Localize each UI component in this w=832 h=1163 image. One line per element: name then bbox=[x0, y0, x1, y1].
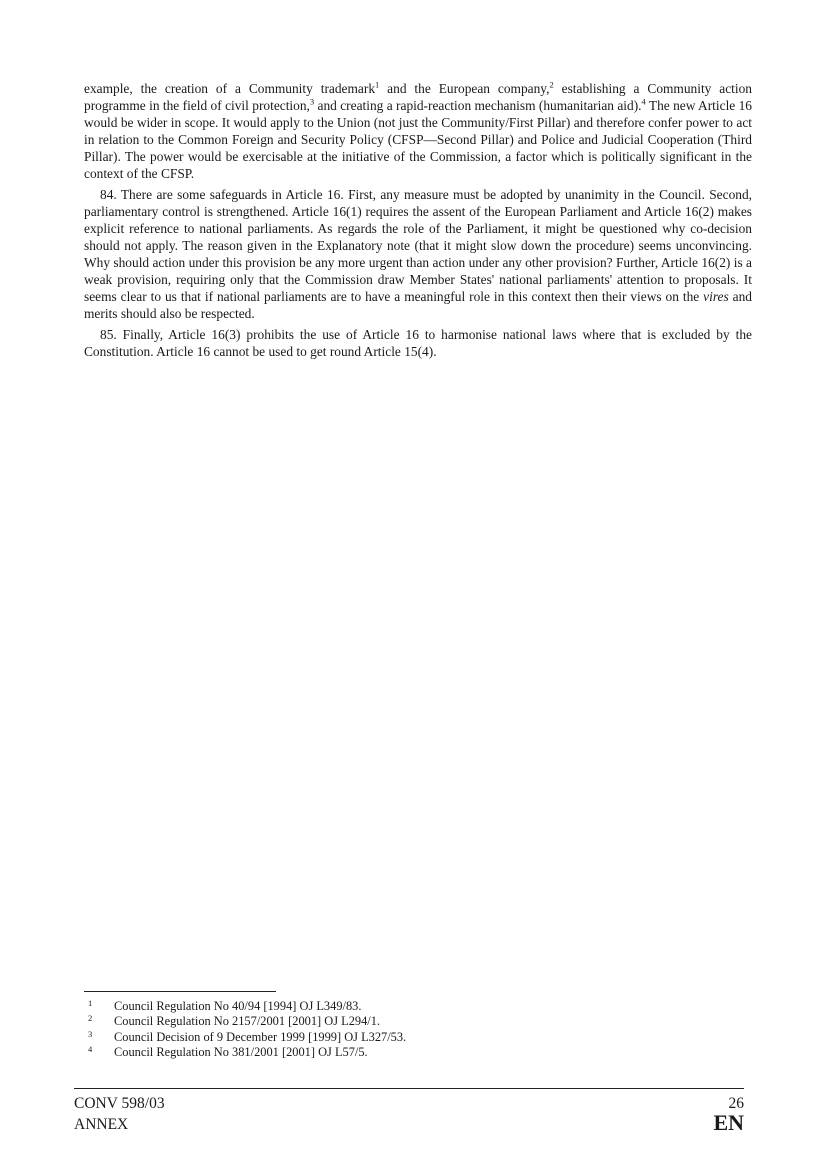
footnote-item bbox=[84, 1030, 752, 1045]
footnote-text: Council Regulation No 2157/2001 [2001] OJ L294/1. bbox=[114, 1014, 381, 1029]
footnote-number: 3 bbox=[88, 1028, 93, 1039]
document-reference: CONV 598/03 bbox=[74, 1095, 165, 1112]
footnote-separator bbox=[84, 991, 276, 992]
paragraph-84 bbox=[84, 186, 752, 322]
footnote-text: Council Decision of 9 December 1999 [1999] OJ L327/53. bbox=[114, 1029, 407, 1044]
paragraph-text: and the European company, bbox=[379, 81, 550, 96]
footnote-text: Council Regulation No 381/2001 [2001] OJ L57/5. bbox=[114, 1044, 368, 1059]
footnote-ref-1: 1 bbox=[375, 79, 380, 90]
footnote-item bbox=[84, 1045, 752, 1060]
paragraph-text: establishing a Community action programme in the field of civil protection, bbox=[84, 81, 752, 113]
paragraph-text: example, the creation of a Community trademark bbox=[84, 81, 376, 96]
paragraph-text: 84. There are some safeguards in Article 16. First, any measure must be adopted by unanimity in the Council. Second, parliamentary control is strengthened. Article 16(1) requires the assent of the European Parliament and Article 16(2) makes explicit reference to national parliaments. As regards the role of the Parliament, it might be questioned why co-decision should not apply. The reason given in the Explanatory note (that it might slow down the procedure) seems unconvincing. Why should action under this provision be any more urgent than action under any other provision? Further, Article 16(2) is a weak provision, requiring only that the Commission draw Member States' national parliaments' attention to proposals. It seems clear to us that if national parliaments are to have a meaningful role in this context then their views on the bbox=[84, 187, 752, 304]
footnote-item bbox=[84, 999, 752, 1014]
paragraph-83-continued bbox=[84, 80, 752, 182]
footer-separator bbox=[74, 1088, 744, 1089]
paragraph-text: and merits should also be respected. bbox=[84, 289, 752, 321]
paragraph-text: and creating a rapid-reaction mechanism (humanitarian aid). bbox=[314, 98, 642, 113]
footnote-text: Council Regulation No 40/94 [1994] OJ L349/83. bbox=[114, 999, 362, 1013]
page-number: 26 bbox=[728, 1095, 744, 1112]
footnote-number: 2 bbox=[88, 1013, 93, 1024]
footnote-ref-4: 4 bbox=[641, 96, 646, 107]
language-code: EN bbox=[713, 1110, 744, 1135]
paragraph-85: 85. Finally, Article 16(3) prohibits the use of Article 16 to harmonise national laws where that is excluded by the Constitution. Article 16 cannot be used to get round Article 15(4). bbox=[84, 327, 752, 359]
footnote-number: 1 bbox=[88, 998, 93, 1008]
footnotes bbox=[84, 999, 752, 1060]
main-text bbox=[84, 80, 752, 364]
footnote-number: 4 bbox=[88, 1043, 93, 1054]
paragraph-text: The new Article 16 would be wider in scope. It would apply to the Union (not just the Community/First Pillar) and therefore confer power to act in relation to the Common Foreign and Security Policy (CFSP—Second Pillar) and Police and Judicial Cooperation (Third Pillar). The power would be exercisable at the initiative of the Commission, a factor which is politically significant in the context of the CFSP. bbox=[84, 98, 752, 181]
footnote-ref-3: 3 bbox=[309, 96, 315, 107]
footnote-item bbox=[84, 1014, 752, 1029]
annex-label: ANNEX bbox=[74, 1116, 129, 1133]
italic-term: vires bbox=[703, 289, 729, 304]
footnote-ref-2: 2 bbox=[549, 79, 554, 90]
